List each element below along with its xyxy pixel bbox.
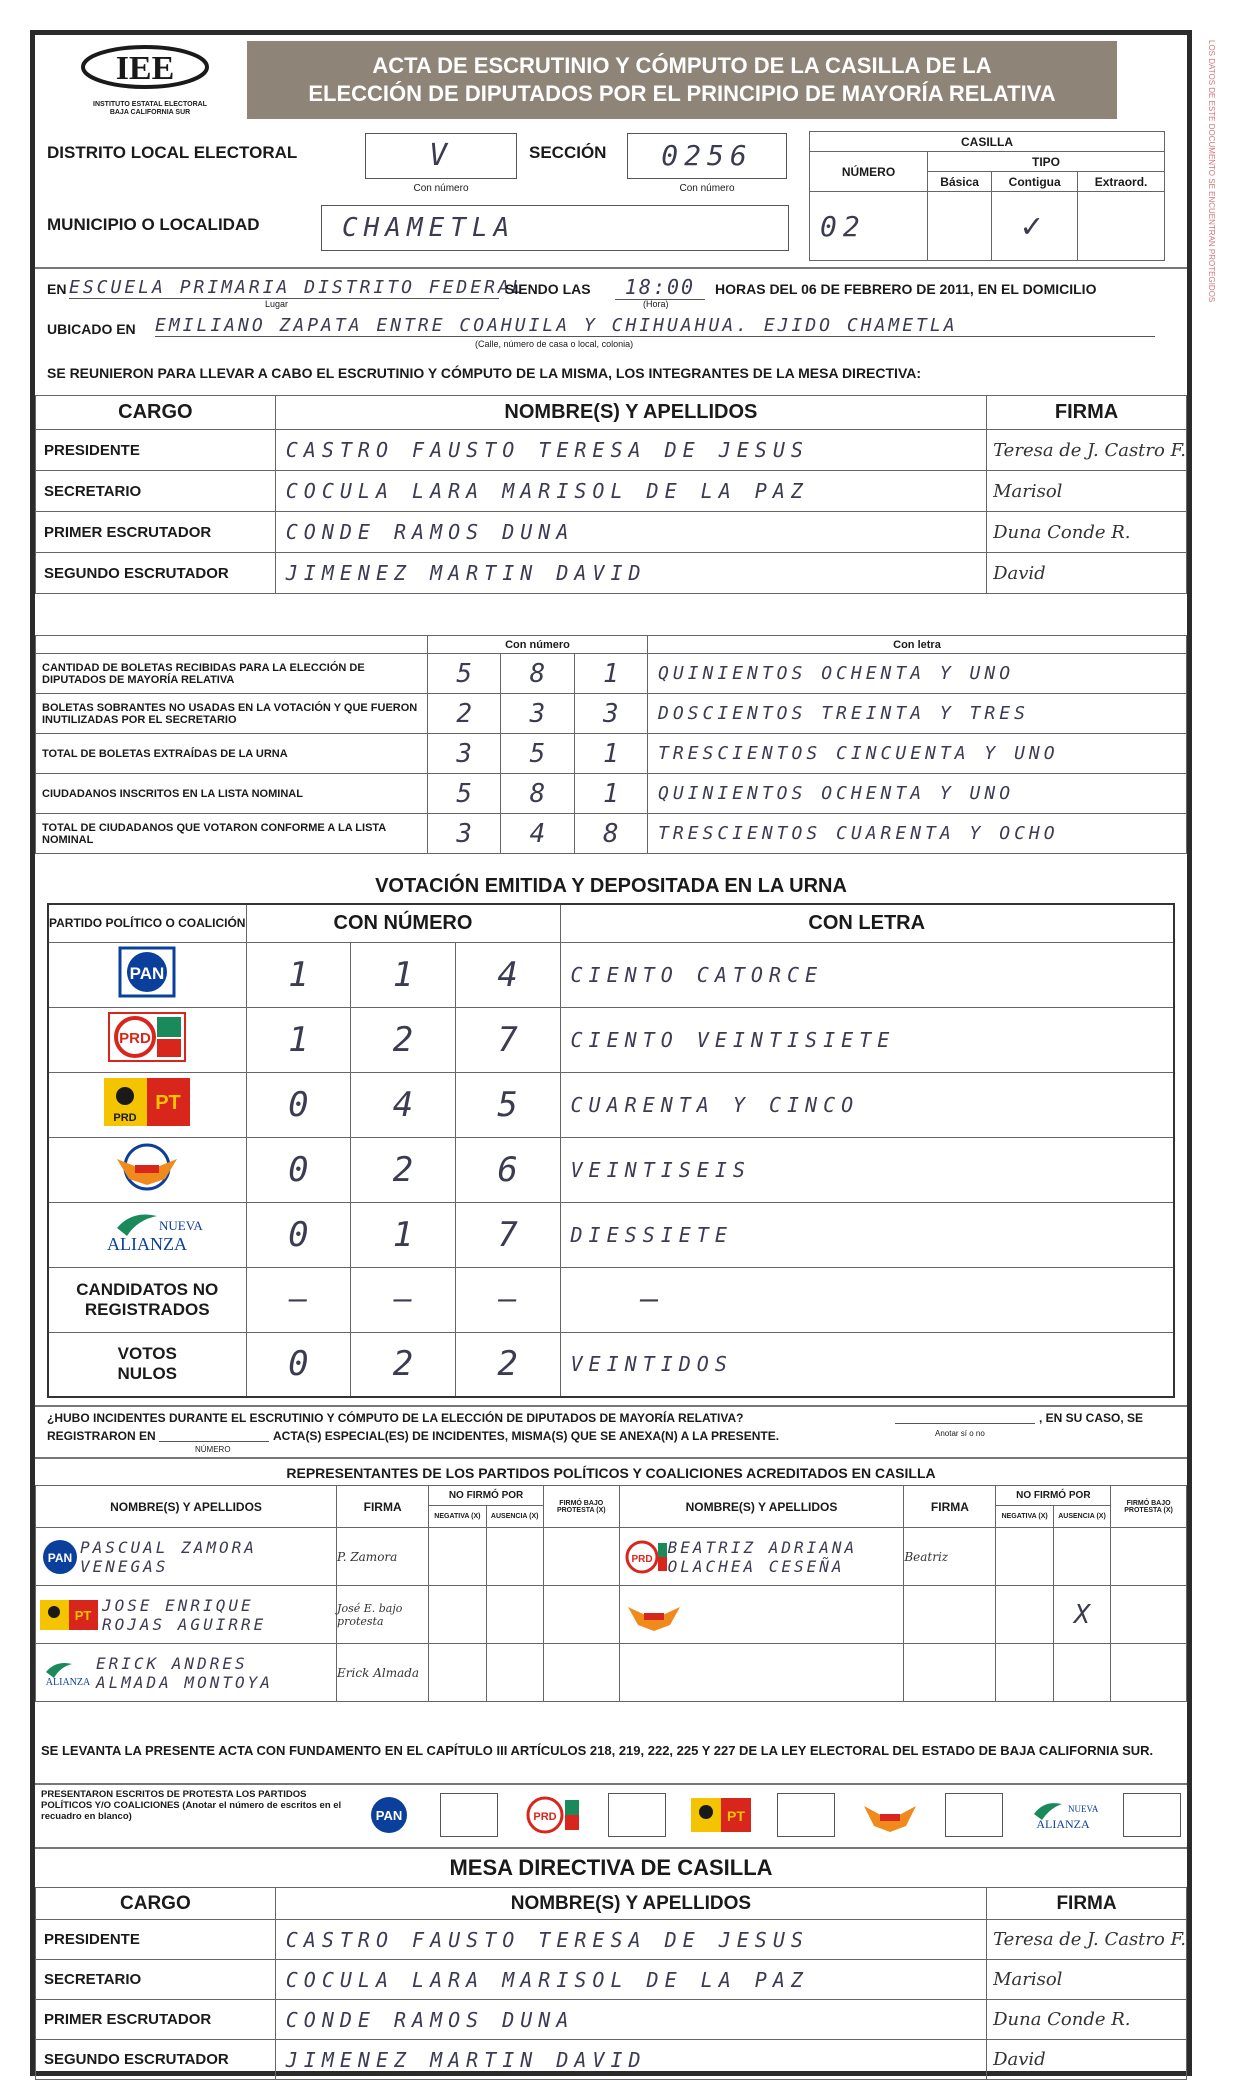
municipio-value: CHAMETLA [342,213,516,243]
basica-label: Básica [928,172,992,192]
letra: QUINIENTOS OCHENTA Y UNO [647,774,1186,814]
contigua-check: ✓ [992,192,1078,261]
signature: P. Zamora [337,1528,429,1586]
boletas-row [36,734,1187,774]
numero-caption: NÚMERO [195,1445,231,1454]
digit: 3 [428,814,501,854]
ausencia-mark: X [1053,1586,1110,1644]
digit: 2 [351,1332,456,1397]
boletas-label: TOTAL DE CIUDADANOS QUE VOTARON CONFORME A LA LISTA NOMINAL [36,814,428,854]
votacion-row [48,1267,1174,1332]
svg-text:PRD: PRD [119,1030,152,1047]
boletas-row [36,694,1187,734]
svg-text:PT: PT [155,1092,182,1114]
digit: — [351,1267,456,1332]
lugar-value: ESCUELA PRIMARIA DISTRITO FEDERAL [69,277,526,298]
con-numero-header: Con número [428,636,648,654]
numero-header: CON NÚMERO [246,904,560,942]
letra: QUINIENTOS OCHENTA Y UNO [647,654,1186,694]
incidentes-line2a: REGISTRARON EN [47,1429,156,1443]
signature: Teresa de J. Castro F. [987,1920,1187,1960]
rep-negativa-header: NEGATIVA (X) [996,1506,1053,1528]
digit: 8 [574,814,647,854]
digit: 1 [574,654,647,694]
digit: 4 [501,814,574,854]
distrito-field [365,133,517,179]
votacion-table [47,903,1175,1398]
nombre-cell: JIMENEZ MARTIN DAVID [275,2040,986,2080]
votacion-row [48,1332,1174,1397]
digit: 3 [501,694,574,734]
extraord-label: Extraord. [1078,172,1165,192]
nombre-cell: CONDE RAMOS DUNA [275,512,986,553]
protesta-label: PRESENTARON ESCRITOS DE PROTESTA LOS PARTIDOS POLÍTICOS Y/O COALICIONES (Anotar el número de escritos en el recuadro en blanco) [41,1789,342,1822]
pan-icon [40,1537,80,1577]
title-line-2: ELECCIÓN DE DIPUTADOS POR EL PRINCIPIO DE MAYORÍA RELATIVA [308,81,1056,106]
digit: 2 [428,694,501,734]
votos-nulos-label: VOTOS NULOS [48,1332,246,1397]
cargo-cell: SEGUNDO ESCRUTADOR [36,553,276,594]
boletas-label: TOTAL DE BOLETAS EXTRAÍDAS DE LA URNA [36,734,428,774]
nueva-alianza-icon [1028,1798,1098,1832]
rep-left-cell [36,1644,337,1702]
letra: VEINTIDOS [560,1332,1174,1397]
digit: 8 [501,774,574,814]
cargo-cell: SECRETARIO [36,1960,276,2000]
mesa-bottom-table [35,1887,1187,2080]
mesa-row [36,1920,1187,1960]
svg-text:ALIANZA: ALIANZA [107,1234,188,1254]
no-registrados-label: CANDIDATOS NO REGISTRADOS [48,1267,246,1332]
votacion-row [48,1202,1174,1267]
rep-row [36,1586,1187,1644]
digit: 0 [246,1202,351,1267]
signature: Erick Almada [337,1644,429,1702]
cargo-cell: SEGUNDO ESCRUTADOR [36,2040,276,2080]
pan-icon [363,1794,415,1836]
nombre-cell: CASTRO FAUSTO TERESA DE JESUS [275,430,986,471]
boletas-row [36,814,1187,854]
convergencia-icon [860,1794,920,1836]
seccion-field [627,133,787,179]
digit: 4 [455,942,560,1007]
rep-protesta-header: FIRMÓ BAJO PROTESTA (X) [1111,1486,1187,1528]
rep-left-cell [36,1586,337,1644]
digit: 4 [351,1072,456,1137]
municipio-label: MUNICIPIO O LOCALIDAD [47,215,260,234]
digit: — [455,1267,560,1332]
distrito-value: V [428,138,454,173]
boletas-row [36,774,1187,814]
boletas-label: CIUDADANOS INSCRITOS EN LA LISTA NOMINAL [36,774,428,814]
signature: Teresa de J. Castro F. [987,430,1187,471]
digit: 2 [351,1137,456,1202]
svg-text:PAN: PAN [375,1808,403,1823]
signature: Marisol [987,1960,1187,2000]
rep-row [36,1644,1187,1702]
signature: David [987,2040,1187,2080]
cargo-header: CARGO [36,396,276,430]
cargo-header: CARGO [36,1888,276,1920]
digit: 7 [455,1007,560,1072]
nombre-cell: COCULA LARA MARISOL DE LA PAZ [275,471,986,512]
municipio-field [321,205,789,251]
boletas-label: CANTIDAD DE BOLETAS RECIBIDAS PARA LA ELECCIÓN DE DIPUTADOS DE MAYORÍA RELATIVA [36,654,428,694]
numero-value: 02 [810,192,928,261]
mesa-row [36,553,1187,594]
numero-label: NÚMERO [810,152,928,192]
rep-nofirmo-header: NO FIRMÓ POR [429,1486,544,1506]
rep-ausencia-header: AUSENCIA (X) [486,1506,543,1528]
letra: VEINTISEIS [560,1137,1174,1202]
signature: David [987,553,1187,594]
digit: 5 [428,774,501,814]
letra: — [560,1267,1174,1332]
rep-nombre-header: NOMBRE(S) Y APELLIDOS [619,1486,904,1528]
mesa-row [36,471,1187,512]
rep-nombre: ERICK ANDRES [96,1653,248,1673]
letra: CIENTO CATORCE [560,942,1174,1007]
fundamento-text: SE LEVANTA LA PRESENTE ACTA CON FUNDAMENTO EN EL CAPÍTULO III ARTÍCULOS 218, 219, 222, 225 Y 227 DE LA LEY ELECTORAL DEL ESTADO DE BAJA CALIFORNIA SUR. [41,1743,1154,1758]
incidentes-line1-end: , EN SU CASO, SE [1039,1411,1144,1425]
svg-text:NUEVA: NUEVA [1067,1804,1099,1814]
prd-pt-icon [40,1600,98,1630]
siendo-label: SIENDO LAS [505,281,591,297]
rep-nombre: OLACHEA CESEÑA [667,1556,845,1576]
svg-text:PT: PT [727,1808,746,1824]
con-letra-header: Con letra [647,636,1186,654]
signature: Beatriz [904,1528,996,1586]
pan-protesta-box[interactable] [440,1793,498,1837]
protesta-boxes [363,1789,1181,1841]
prd-protesta-box[interactable] [608,1793,666,1837]
lugar-caption: Lugar [265,299,289,309]
rep-protesta-header: FIRMÓ BAJO PROTESTA (X) [543,1486,619,1528]
letra: CIENTO VEINTISIETE [560,1007,1174,1072]
cargo-cell: PRESIDENTE [36,430,276,471]
rep-negativa-header: NEGATIVA (X) [429,1506,486,1528]
boletas-row [36,654,1187,694]
digit: 0 [246,1332,351,1397]
ubicado-label: UBICADO EN [47,321,136,337]
votacion-title: VOTACIÓN EMITIDA Y DEPOSITADA EN LA URNA [375,875,847,897]
svg-text:ALIANZA: ALIANZA [45,1676,91,1688]
digit: 0 [246,1072,351,1137]
org-name-2: BAJA CALIFORNIA SUR [109,109,191,116]
digit: 0 [246,1137,351,1202]
ausencia-mark [1053,1528,1110,1586]
rep-row [36,1528,1187,1586]
distrito-label: DISTRITO LOCAL ELECTORAL [47,143,298,162]
mesa-row [36,512,1187,553]
domicilio-caption: (Calle, número de casa o local, colonia) [475,339,634,349]
digit: 7 [455,1202,560,1267]
signature [904,1586,996,1644]
org-name-1: INSTITUTO ESTATAL ELECTORAL [93,101,207,108]
title-banner [247,41,1117,119]
mesa-top-table [35,395,1187,594]
convergencia-protesta-box[interactable] [945,1793,1003,1837]
nombre-cell: JIMENEZ MARTIN DAVID [275,553,986,594]
rep-nombre: ALMADA MONTOYA [96,1672,273,1692]
cargo-cell: SECRETARIO [36,471,276,512]
svg-text:PRD: PRD [113,1112,137,1124]
mesa-row [36,430,1187,471]
convergencia-icon [624,1595,684,1635]
digit: 1 [246,942,351,1007]
digit: 1 [246,1007,351,1072]
votacion-row [48,1137,1174,1202]
firma-header: FIRMA [987,1888,1187,1920]
contigua-label: Contigua [992,172,1078,192]
anotar-caption: Anotar sí o no [935,1429,985,1438]
digit: 1 [351,942,456,1007]
signature: José E. bajo protesta [337,1586,429,1644]
cargo-cell: PRESIDENTE [36,1920,276,1960]
distrito-caption: Con número [413,183,469,194]
svg-text:PAN: PAN [47,1550,73,1565]
nombre-cell: COCULA LARA MARISOL DE LA PAZ [275,1960,986,2000]
hora-value: 18:00 [624,275,696,299]
seccion-value: 0256 [661,139,753,172]
rep-nombre-header: NOMBRE(S) Y APELLIDOS [36,1486,337,1528]
mesa-bottom-title: MESA DIRECTIVA DE CASILLA [449,1855,773,1880]
rep-firma-header: FIRMA [337,1486,429,1528]
cargo-cell: PRIMER ESCRUTADOR [36,512,276,553]
letra: CUARENTA Y CINCO [560,1072,1174,1137]
digit: 5 [455,1072,560,1137]
domicilio-value: EMILIANO ZAPATA ENTRE COAHUILA Y CHIHUAHUA. EJIDO CHAMETLA [155,315,958,336]
rep-right-cell [619,1528,904,1586]
digit: 2 [455,1332,560,1397]
nombre-header: NOMBRE(S) Y APELLIDOS [275,1888,986,1920]
nombre-cell: CONDE RAMOS DUNA [275,2000,986,2040]
svg-text:PRD: PRD [533,1811,557,1823]
digit: 8 [501,654,574,694]
rep-ausencia-header: AUSENCIA (X) [1053,1506,1110,1528]
letra-header: CON LETRA [560,904,1174,942]
rep-nombre: JOSE ENRIQUE [102,1595,254,1615]
votacion-row [48,1072,1174,1137]
incidentes-line1: ¿HUBO INCIDENTES DURANTE EL ESCRUTINIO Y CÓMPUTO DE LA ELECCIÓN DE DIPUTADOS DE MAYORÍA RELATIVA? [47,1411,744,1425]
signature: Duna Conde R. [987,512,1187,553]
prd-pt-icon [691,1798,751,1832]
digit: 3 [574,694,647,734]
rep-left-cell [36,1528,337,1586]
rep-nombre: VENEGAS [80,1556,169,1576]
digit: 2 [351,1007,456,1072]
rep-right-cell [619,1586,904,1644]
hora-caption: (Hora) [643,299,669,309]
letra: DOSCIENTOS TREINTA Y TRES [647,694,1186,734]
votacion-row [48,942,1174,1007]
svg-text:PT: PT [74,1607,92,1623]
letra: DIESSIETE [560,1202,1174,1267]
seccion-caption: Con número [679,183,735,194]
nombre-cell: CASTRO FAUSTO TERESA DE JESUS [275,1920,986,1960]
representantes-title: REPRESENTANTES DE LOS PARTIDOS POLÍTICOS Y COALICIONES ACREDITADOS EN CASILLA [286,1465,936,1481]
casilla-title: CASILLA [810,132,1165,152]
rep-nofirmo-header: NO FIRMÓ POR [996,1486,1111,1506]
nueva-alianza-protesta-box[interactable] [1123,1793,1181,1837]
letra: TRESCIENTOS CINCUENTA Y UNO [647,734,1186,774]
casilla-table [809,131,1165,261]
svg-text:PRD: PRD [631,1553,653,1565]
svg-text:NUEVA: NUEVA [159,1218,204,1233]
prd-pt-logo [48,1072,246,1137]
tipo-label: TIPO [928,152,1165,172]
digit: — [246,1267,351,1332]
basica-cell [928,192,992,261]
digit: 1 [574,774,647,814]
side-note [1200,40,1220,940]
mesa-row [36,1960,1187,2000]
convergencia-logo [48,1137,246,1202]
nueva-alianza-icon [40,1658,96,1688]
prd-pt-protesta-box[interactable] [777,1793,835,1837]
mesa-row [36,2040,1187,2080]
side-note-text: LOS DATOS DE ESTE DOCUMENTO SE ENCUENTRAN PROTEGIDOS [1207,40,1216,303]
prd-logo [48,1007,246,1072]
iee-logo [73,41,223,103]
extraord-cell [1078,192,1165,261]
reunieron-text: SE REUNIERON PARA LLEVAR A CABO EL ESCRUTINIO Y CÓMPUTO DE LA MISMA, LOS INTEGRANTES DE LA MESA DIRECTIVA: [47,365,922,381]
representantes-table [35,1485,1187,1702]
digit: 1 [351,1202,456,1267]
svg-text:ALIANZA: ALIANZA [1036,1817,1090,1831]
digit: 5 [428,654,501,694]
nueva-alianza-logo [48,1202,246,1267]
firma-header: FIRMA [987,396,1187,430]
partido-header: PARTIDO POLÍTICO O COALICIÓN [48,904,246,942]
votacion-row [48,1007,1174,1072]
logo-text: IEE [115,50,175,87]
digit: 6 [455,1137,560,1202]
nombre-header: NOMBRE(S) Y APELLIDOS [275,396,986,430]
prd-icon [523,1794,583,1836]
signature: Marisol [987,471,1187,512]
letra: TRESCIENTOS CUARENTA Y OCHO [647,814,1186,854]
rep-nombre: ROJAS AGUIRRE [102,1614,267,1634]
incidentes-line2b: ACTA(S) ESPECIAL(ES) DE INCIDENTES, MISMA(S) QUE SE ANEXA(N) A LA PRESENTE. [273,1429,780,1443]
digit: 5 [501,734,574,774]
mesa-row [36,2000,1187,2040]
digit: 1 [574,734,647,774]
prd-icon [624,1537,668,1577]
rep-nombre: PASCUAL ZAMORA [80,1537,257,1557]
horas-text: HORAS DEL 06 DE FEBRERO DE 2011, EN EL DOMICILIO [715,281,1097,297]
rep-firma-header: FIRMA [904,1486,996,1528]
cargo-cell: PRIMER ESCRUTADOR [36,2000,276,2040]
rep-nombre: BEATRIZ ADRIANA [667,1537,858,1557]
pan-logo [48,942,246,1007]
digit: 3 [428,734,501,774]
title-line-1: ACTA DE ESCRUTINIO Y CÓMPUTO DE LA CASILLA DE LA [372,53,992,78]
en-label: EN [47,281,67,297]
seccion-label: SECCIÓN [529,143,607,162]
boletas-table [35,635,1187,854]
boletas-label: BOLETAS SOBRANTES NO USADAS EN LA VOTACIÓN Y QUE FUERON INUTILIZADAS POR EL SECRETARIO [36,694,428,734]
svg-text:PAN: PAN [129,964,165,983]
acta-sheet [30,30,1192,2076]
signature: Duna Conde R. [987,2000,1187,2040]
